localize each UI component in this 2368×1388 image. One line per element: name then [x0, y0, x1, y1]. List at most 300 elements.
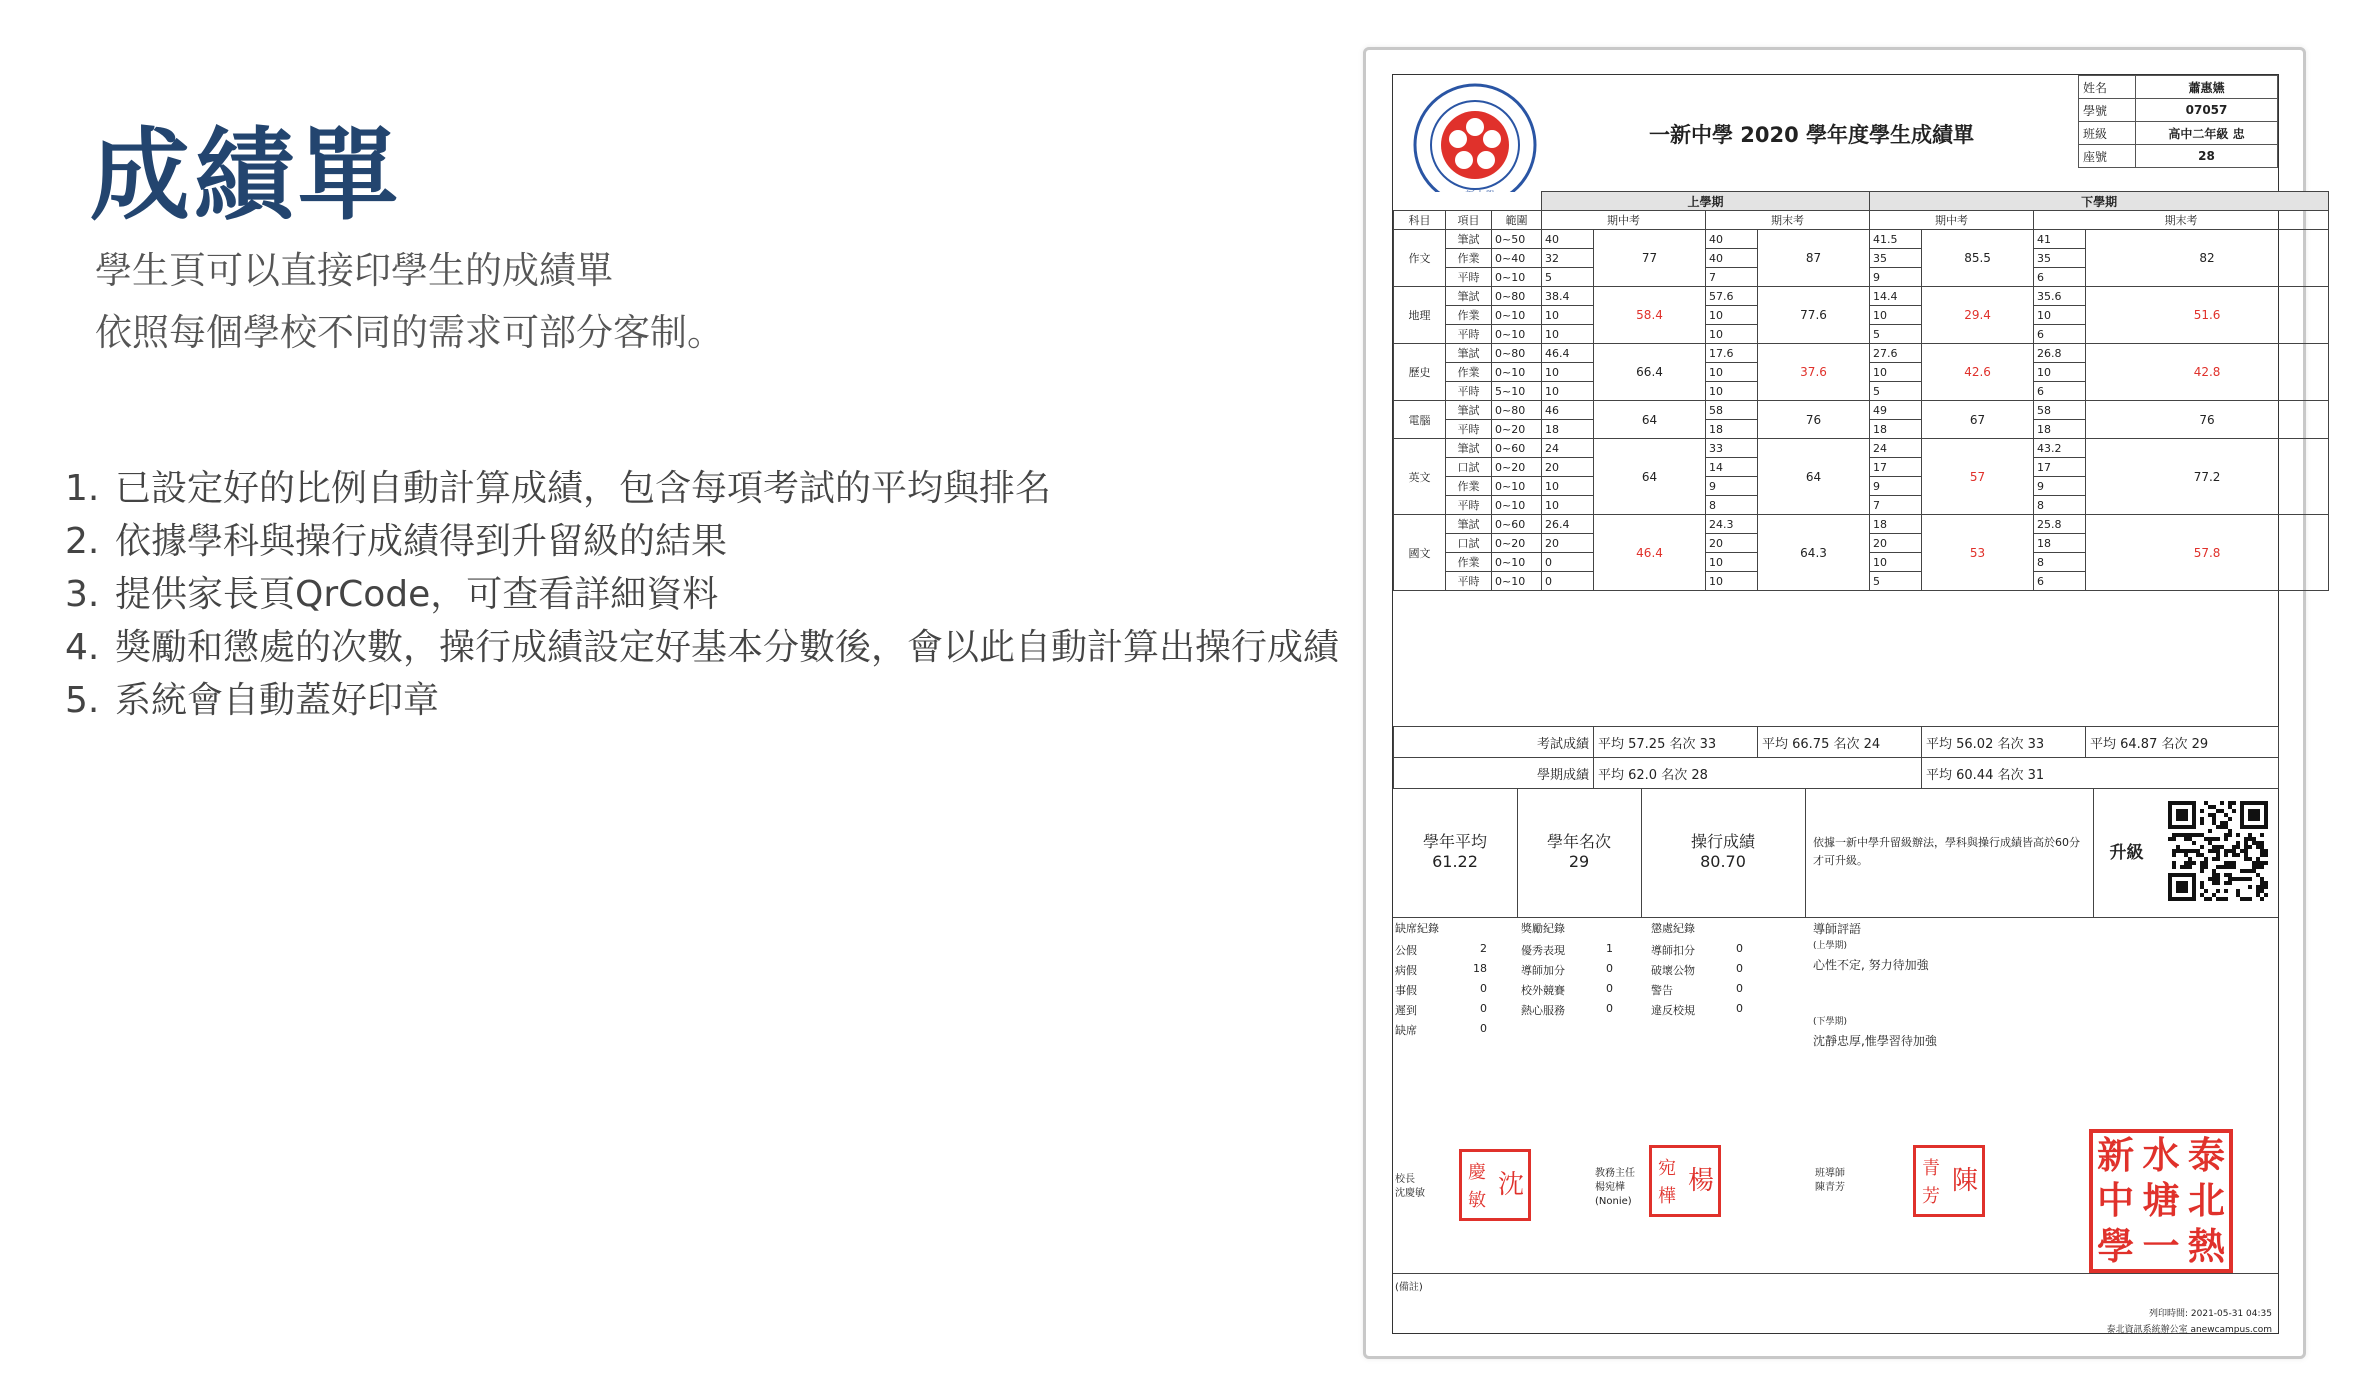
subject-name: 地理: [1394, 287, 1446, 344]
item-score: 58: [1706, 401, 1758, 420]
grade-row: [1394, 439, 2329, 458]
exam-score: 平均 56.02 名次 33: [1922, 727, 2086, 758]
grade-row: [1394, 230, 2329, 249]
feature-text: 系統會自動蓋好印章: [115, 680, 440, 721]
seal-character: 塘: [2142, 1178, 2180, 1223]
item-score: 20: [1542, 458, 1594, 477]
seal-character: 一: [2142, 1223, 2180, 1268]
seal-character: 楊: [1688, 1165, 1715, 1196]
record-name: 熱心服務: [1521, 1004, 1565, 1017]
item-score: 18: [1870, 515, 1922, 534]
signer-teacher: [1815, 1167, 1845, 1195]
signer-name: 沈慶敏: [1395, 1188, 1425, 1199]
grade-row: [1394, 287, 2329, 306]
feature-number: 2.: [65, 521, 100, 562]
subject-total: 77.2: [2086, 439, 2329, 515]
seal-character: 熱: [2187, 1223, 2225, 1268]
record-row: [1395, 982, 1487, 1002]
item-name: 筆試: [1446, 401, 1492, 420]
item-score: 46: [1542, 401, 1594, 420]
item-score: 10: [1542, 325, 1594, 344]
item-score: 10: [1542, 382, 1594, 401]
semester-scores-label: 學期成績: [1394, 758, 1594, 789]
seal-character: 宛: [1658, 1158, 1676, 1179]
item-score: 24: [1542, 439, 1594, 458]
record-title: 懲處紀錄: [1651, 922, 1695, 935]
info-value: 高中二年級 忠: [2136, 122, 2278, 145]
subject-name: 作文: [1394, 230, 1446, 287]
item-score: 40: [1542, 230, 1594, 249]
summary-label: 學年平均: [1422, 832, 1487, 851]
subject-total: 66.4: [1594, 344, 1706, 401]
exam-score: 平均 64.87 名次 29: [2086, 727, 2279, 758]
item-score: 5: [1542, 268, 1594, 287]
reward-records: [1521, 920, 1613, 1022]
promotion-result: 升級: [2093, 789, 2159, 917]
item-score: 41: [2034, 230, 2086, 249]
item-score: 35: [1870, 249, 1922, 268]
col-header: 範圍: [1492, 211, 1542, 230]
feature-text: 提供家長頁QrCode，可查看詳細資料: [115, 574, 719, 615]
info-key: 班級: [2079, 122, 2136, 145]
item-score: 26.8: [2034, 344, 2086, 363]
item-score: 46.4: [1542, 344, 1594, 363]
item-name: 平時: [1446, 572, 1492, 591]
item-name: 平時: [1446, 325, 1492, 344]
school-logo-icon: [1411, 81, 1539, 209]
info-key: 學號: [2079, 99, 2136, 122]
signer-name: 楊宛樺: [1595, 1182, 1625, 1193]
comment-first-label: (上學期): [1813, 941, 1848, 951]
report-card-preview: [1363, 47, 2306, 1359]
subject-total: 77: [1594, 230, 1706, 287]
item-score: 32: [1542, 249, 1594, 268]
item-score: 10: [1706, 306, 1758, 325]
item-range: 0~10: [1492, 325, 1542, 344]
year-summary: [1393, 788, 2278, 918]
subject-total: 85.5: [1922, 230, 2034, 287]
item-score: 14.4: [1870, 287, 1922, 306]
item-score: 10: [1706, 553, 1758, 572]
item-score: 10: [1706, 363, 1758, 382]
seal-character: 樺: [1658, 1186, 1676, 1207]
item-score: 20: [1542, 534, 1594, 553]
item-score: 10: [1870, 306, 1922, 325]
item-score: 9: [1870, 477, 1922, 496]
item-name: 筆試: [1446, 344, 1492, 363]
item-score: 17: [1870, 458, 1922, 477]
item-name: 平時: [1446, 420, 1492, 439]
footer-credit: 泰北資訊系統辦公室 anewcampus.com: [2106, 1325, 2272, 1335]
feature-text: 已設定好的比例自動計算成績，包含每項考試的平均與排名: [115, 468, 1052, 509]
item-range: 0~10: [1492, 306, 1542, 325]
semester-second: 下學期: [1870, 192, 2329, 211]
summary-label: 學年名次: [1546, 832, 1611, 851]
record-name: 缺席: [1395, 1024, 1417, 1037]
item-score: 10: [1542, 306, 1594, 325]
item-score: 10: [1542, 496, 1594, 515]
comment-second-label: (下學期): [1813, 1017, 1848, 1027]
semester-score: 平均 60.44 名次 31: [1922, 758, 2279, 789]
item-score: 10: [2034, 306, 2086, 325]
seal-character: 中: [2097, 1178, 2135, 1223]
grade-row: [1394, 515, 2329, 534]
item-range: 0~60: [1492, 515, 1542, 534]
signer-role: 班導師: [1815, 1168, 1845, 1179]
item-name: 筆試: [1446, 230, 1492, 249]
item-name: 筆試: [1446, 287, 1492, 306]
item-score: 17.6: [1706, 344, 1758, 363]
subject-total: 57.8: [2086, 515, 2329, 591]
item-score: 33: [1706, 439, 1758, 458]
item-name: 作業: [1446, 477, 1492, 496]
record-count: 0: [1480, 1022, 1487, 1035]
item-score: 7: [1870, 496, 1922, 515]
seal-character: 沈: [1498, 1169, 1525, 1200]
semester-score: 平均 62.0 名次 28: [1594, 758, 1922, 789]
subject-total: 67: [1922, 401, 2034, 439]
summary-label: 操行成績: [1690, 832, 1755, 851]
info-key: 姓名: [2079, 76, 2136, 99]
intro-text: [95, 240, 724, 364]
subject-total: 53: [1922, 515, 2034, 591]
item-name: 平時: [1446, 382, 1492, 401]
item-score: 27.6: [1870, 344, 1922, 363]
subject-total: 57: [1922, 439, 2034, 515]
summary-rank: [1517, 789, 1642, 917]
student-info-table: [2078, 75, 2278, 168]
info-row: [2079, 99, 2278, 122]
item-name: 作業: [1446, 306, 1492, 325]
item-range: 0~80: [1492, 287, 1542, 306]
feature-list: [65, 462, 1339, 727]
subject-total: 77.6: [1758, 287, 1870, 344]
info-value: 07057: [2136, 99, 2278, 122]
subject-total: 64: [1594, 439, 1706, 515]
record-count: 1: [1606, 942, 1613, 955]
record-name: 遲到: [1395, 1004, 1417, 1017]
feature-number: 5.: [65, 680, 100, 721]
record-name: 校外競賽: [1521, 984, 1565, 997]
item-score: 10: [1706, 572, 1758, 591]
item-range: 0~20: [1492, 458, 1542, 477]
signer-role: 校長: [1395, 1174, 1415, 1185]
item-score: 20: [1870, 534, 1922, 553]
item-score: 8: [2034, 553, 2086, 572]
col-header: 期末考: [1706, 211, 1870, 230]
item-name: 作業: [1446, 249, 1492, 268]
col-header: 科目: [1394, 211, 1446, 230]
subject-total: 29.4: [1922, 287, 2034, 344]
summary-value: 61.22: [1432, 852, 1478, 871]
record-name: 事假: [1395, 984, 1417, 997]
record-row: [1651, 942, 1743, 962]
record-name: 病假: [1395, 964, 1417, 977]
comment-first: 心性不定, 努力待加強: [1813, 958, 1929, 972]
item-score: 0: [1542, 553, 1594, 572]
item-score: 9: [1870, 268, 1922, 287]
item-name: 作業: [1446, 363, 1492, 382]
item-score: 0: [1542, 572, 1594, 591]
print-time: 列印時間: 2021-05-31 04:35: [2149, 1309, 2272, 1319]
subject-total: 37.6: [1758, 344, 1870, 401]
signer-dean: [1595, 1167, 1635, 1209]
info-row: [2079, 76, 2278, 99]
dean-seal: [1649, 1145, 1721, 1217]
item-name: 口試: [1446, 458, 1492, 477]
subject-total: 64.3: [1758, 515, 1870, 591]
item-score: 18: [2034, 534, 2086, 553]
item-score: 24: [1870, 439, 1922, 458]
seal-character: 敏: [1468, 1190, 1486, 1211]
item-score: 35: [2034, 249, 2086, 268]
item-score: 26.4: [1542, 515, 1594, 534]
record-count: 0: [1606, 962, 1613, 975]
item-name: 筆試: [1446, 439, 1492, 458]
item-score: 35.6: [2034, 287, 2086, 306]
signer-name: 陳青芳: [1815, 1182, 1845, 1193]
feature-number: 4.: [65, 627, 100, 668]
semester-scores-row: [1394, 758, 2279, 789]
penalty-records: [1651, 920, 1743, 1022]
item-score: 18: [2034, 420, 2086, 439]
item-score: 10: [1870, 553, 1922, 572]
item-score: 18: [1870, 420, 1922, 439]
comments-title: 導師評語: [1813, 922, 1862, 936]
grade-row: [1394, 344, 2329, 363]
info-row: [2079, 145, 2278, 168]
record-row: [1395, 962, 1487, 982]
record-name: 導師加分: [1521, 964, 1565, 977]
seal-character: 學: [2097, 1223, 2135, 1268]
item-score: 6: [2034, 325, 2086, 344]
item-name: 平時: [1446, 268, 1492, 287]
subject-name: 電腦: [1394, 401, 1446, 439]
item-range: 0~40: [1492, 249, 1542, 268]
item-range: 0~10: [1492, 572, 1542, 591]
record-count: 0: [1736, 942, 1743, 955]
item-score: 5: [1870, 382, 1922, 401]
promotion-note: 依據一新中學升留級辦法，學科與操行成績皆高於60分才可升級。: [1813, 836, 2080, 867]
qr-code-icon[interactable]: [2168, 801, 2268, 901]
subject-total: 76: [1758, 401, 1870, 439]
item-score: 41.5: [1870, 230, 1922, 249]
item-score: 43.2: [2034, 439, 2086, 458]
record-name: 違反校規: [1651, 1004, 1695, 1017]
subject-total: 58.4: [1594, 287, 1706, 344]
totals-table: [1393, 726, 2279, 789]
subject-total: 64: [1594, 401, 1706, 439]
record-name: 導師扣分: [1651, 944, 1695, 957]
record-count: 2: [1480, 942, 1487, 955]
semester-first: 上學期: [1542, 192, 1870, 211]
record-row: [1395, 942, 1487, 962]
seal-character: 慶: [1468, 1162, 1486, 1183]
record-row: [1521, 1002, 1613, 1022]
record-title: 獎勵紀錄: [1521, 922, 1565, 935]
remarks-label: (備註): [1395, 1282, 1423, 1293]
subject-total: 51.6: [2086, 287, 2329, 344]
item-score: 9: [1706, 477, 1758, 496]
record-row: [1651, 1002, 1743, 1022]
item-score: 10: [1542, 477, 1594, 496]
summary-average: [1393, 789, 1518, 917]
col-header: 期中考: [1542, 211, 1706, 230]
record-name: 公假: [1395, 944, 1417, 957]
item-name: 筆試: [1446, 515, 1492, 534]
col-header: 期中考: [1870, 211, 2034, 230]
col-header: 項目: [1446, 211, 1492, 230]
column-header-row: [1394, 211, 2329, 230]
item-name: 作業: [1446, 553, 1492, 572]
item-score: 57.6: [1706, 287, 1758, 306]
subject-total: 87: [1758, 230, 1870, 287]
school-seal: [2089, 1129, 2233, 1273]
info-row: [2079, 122, 2278, 145]
exam-scores-label: 考試成績: [1394, 727, 1594, 758]
signer-principal: [1395, 1173, 1425, 1201]
item-range: 0~20: [1492, 420, 1542, 439]
comment-second: 沈靜忠厚,惟學習待加強: [1813, 1034, 1937, 1048]
item-score: 10: [1870, 363, 1922, 382]
subject-name: 國文: [1394, 515, 1446, 591]
item-score: 10: [2034, 363, 2086, 382]
info-value: 28: [2136, 145, 2278, 168]
item-score: 20: [1706, 534, 1758, 553]
item-range: 5~10: [1492, 382, 1542, 401]
item-score: 40: [1706, 249, 1758, 268]
subject-name: 歷史: [1394, 344, 1446, 401]
report-header: [1393, 75, 2278, 191]
item-range: 0~10: [1492, 553, 1542, 572]
exam-score: 平均 66.75 名次 24: [1758, 727, 1922, 758]
grade-row: [1394, 401, 2329, 420]
item-score: 10: [1706, 382, 1758, 401]
record-row: [1651, 962, 1743, 982]
item-score: 8: [2034, 496, 2086, 515]
item-score: 5: [1870, 325, 1922, 344]
feature-item: [65, 462, 1339, 515]
record-count: 0: [1480, 1002, 1487, 1015]
absence-records: [1395, 920, 1487, 1042]
item-score: 6: [2034, 382, 2086, 401]
feature-text: 獎勵和懲處的次數，操行成績設定好基本分數後，會以此自動計算出操行成績: [115, 627, 1340, 668]
exam-score: 平均 57.25 名次 33: [1594, 727, 1758, 758]
seal-character: 陳: [1952, 1165, 1979, 1196]
feature-item: [65, 621, 1339, 674]
item-score: 10: [1542, 363, 1594, 382]
col-header: 期末考: [2034, 211, 2329, 230]
item-name: 平時: [1446, 496, 1492, 515]
record-row: [1521, 962, 1613, 982]
item-range: 0~20: [1492, 534, 1542, 553]
summary-value: 29: [1568, 852, 1590, 871]
item-range: 0~10: [1492, 477, 1542, 496]
subject-total: 42.8: [2086, 344, 2329, 401]
intro-line: 學生頁可以直接印學生的成績單: [95, 249, 613, 292]
item-score: 7: [1706, 268, 1758, 287]
exam-scores-row: [1394, 727, 2279, 758]
item-score: 18: [1706, 420, 1758, 439]
subject-total: 82: [2086, 230, 2329, 287]
record-name: 優秀表現: [1521, 944, 1565, 957]
feature-number: 3.: [65, 574, 100, 615]
item-score: 18: [1542, 420, 1594, 439]
record-row: [1521, 982, 1613, 1002]
record-row: [1395, 1022, 1487, 1042]
record-count: 18: [1473, 962, 1487, 975]
subject-total: 46.4: [1594, 515, 1706, 591]
summary-value: 80.70: [1700, 852, 1746, 871]
feature-item: [65, 515, 1339, 568]
semester-header-row: [1394, 192, 2329, 211]
item-score: 5: [1870, 572, 1922, 591]
record-count: 0: [1736, 1002, 1743, 1015]
item-score: 17: [2034, 458, 2086, 477]
item-score: 40: [1706, 230, 1758, 249]
grades-table: [1393, 191, 2329, 591]
subject-total: 76: [2086, 401, 2329, 439]
item-range: 0~50: [1492, 230, 1542, 249]
item-score: 10: [1706, 325, 1758, 344]
subject-name: 英文: [1394, 439, 1446, 515]
info-key: 座號: [2079, 145, 2136, 168]
seal-character: 青: [1922, 1158, 1940, 1179]
item-score: 49: [1870, 401, 1922, 420]
item-score: 25.8: [2034, 515, 2086, 534]
item-score: 8: [1706, 496, 1758, 515]
feature-item: [65, 674, 1339, 727]
seal-character: 芳: [1922, 1186, 1940, 1207]
seal-character: 北: [2187, 1178, 2225, 1223]
info-value: 蕭惠嬿: [2136, 76, 2278, 99]
page-title: 成績單: [90, 117, 402, 234]
item-range: 0~10: [1492, 363, 1542, 382]
feature-item: [65, 568, 1339, 621]
seal-character: 水: [2142, 1133, 2180, 1178]
feature-number: 1.: [65, 468, 100, 509]
signer-role: 教務主任: [1595, 1168, 1635, 1179]
record-name: 破壞公物: [1651, 964, 1695, 977]
item-score: 9: [2034, 477, 2086, 496]
record-count: 0: [1480, 982, 1487, 995]
summary-conduct: [1641, 789, 1806, 917]
teacher-seal: [1913, 1145, 1985, 1217]
item-name: 口試: [1446, 534, 1492, 553]
record-row: [1651, 982, 1743, 1002]
item-score: 24.3: [1706, 515, 1758, 534]
item-score: 6: [2034, 268, 2086, 287]
item-range: 0~10: [1492, 496, 1542, 515]
item-score: 58: [2034, 401, 2086, 420]
record-row: [1521, 942, 1613, 962]
record-count: 0: [1736, 982, 1743, 995]
item-range: 0~10: [1492, 268, 1542, 287]
intro-line: 依照每個學校不同的需求可部分客制。: [95, 311, 724, 354]
item-score: 14: [1706, 458, 1758, 477]
item-range: 0~80: [1492, 344, 1542, 363]
record-name: 警告: [1651, 984, 1673, 997]
record-count: 0: [1606, 1002, 1613, 1015]
record-count: 0: [1606, 982, 1613, 995]
item-score: 6: [2034, 572, 2086, 591]
report-card-document: [1392, 74, 2279, 1334]
remarks-section: [1393, 1273, 2278, 1335]
subject-total: 64: [1758, 439, 1870, 515]
report-title: 一新中學 2020 學年度學生成績單: [1648, 123, 1975, 147]
item-score: 38.4: [1542, 287, 1594, 306]
subject-total: 42.6: [1922, 344, 2034, 401]
